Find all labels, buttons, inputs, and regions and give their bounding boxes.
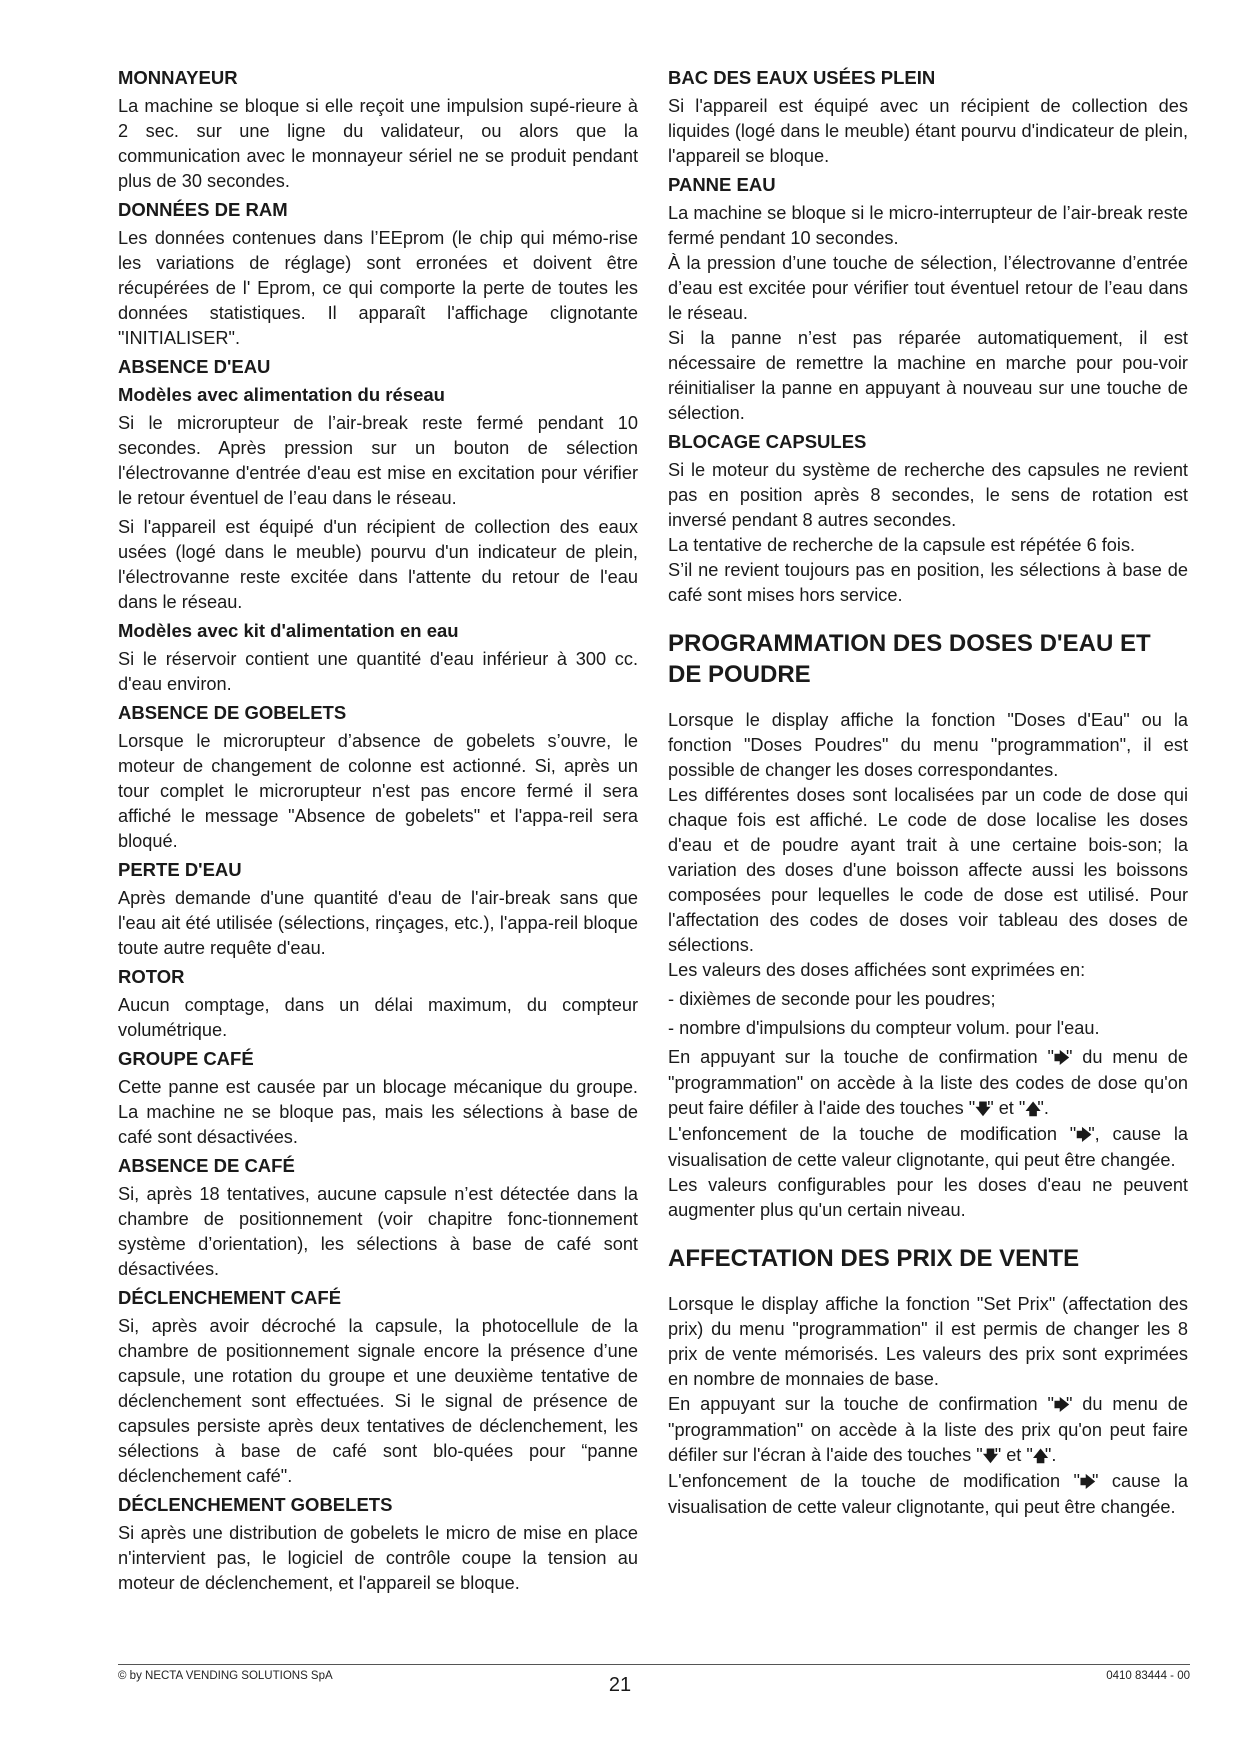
paragraph: Si, après avoir décroché la capsule, la photocellule de la chambre de positionnement signale encore la présence d’une capsule, une rotation du groupe et une deuxième tentative de déclenchement sont effectuées. Si le signal de présence de capsules persiste après deux tentatives de déclenchement, les sélections à base de café sont blo-quées pour “panne déclenchement café".: [118, 1316, 638, 1486]
section-heading: MONNAYEUR: [118, 67, 238, 88]
paragraph: Aucun comptage, dans un délai maximum, du compteur volumétrique.: [118, 995, 638, 1040]
paragraph: Si la panne n’est pas réparée automatiquement, il est nécessaire de remettre la machine en marche pour pou-voir réinitialiser la panne en appuyant à nouveau sur une touche de sélection.: [668, 328, 1188, 423]
down-arrow-icon: 🡇: [975, 1101, 991, 1118]
footer-copyright: © by NECTA VENDING SOLUTIONS SpA: [118, 1670, 333, 1682]
right-column: [668, 66, 1188, 1520]
section-heading: ABSENCE DE GOBELETS: [118, 702, 347, 723]
paragraph: Si après une distribution de gobelets le micro de mise en place n'intervient pas, le logiciel de contrôle coupe la tension au moteur de déclenchement, et l'appareil se bloque.: [118, 1523, 638, 1593]
paragraph: Cette panne est causée par un blocage mécanique du groupe. La machine ne se bloque pas, mais les sélections à base de café sont désactivées.: [118, 1077, 638, 1147]
paragraph-modify-doses: L'enfoncement de la touche de modification "🡆", cause la visualisation de cette valeur clignotante, qui peut être changée.: [668, 1124, 1188, 1170]
paragraph: Si l'appareil est équipé d'un récipient de collection des eaux usées (logé dans le meuble) pourvu d'un indicateur de plein, l'électrovanne reste excitée dans l'attente du retour de l'eau dans le réseau.: [118, 517, 638, 612]
confirm-arrow-icon: 🡆: [1053, 1050, 1070, 1067]
section-heading: DÉCLENCHEMENT GOBELETS: [118, 1494, 393, 1515]
paragraph: La tentative de recherche de la capsule est répétée 6 fois.: [668, 535, 1136, 555]
section-heading: DÉCLENCHEMENT CAFÉ: [118, 1287, 342, 1308]
down-arrow-icon: 🡇: [982, 1448, 999, 1465]
paragraph: Si le moteur du système de recherche des capsules ne revient pas en position après 8 secondes, le sens de rotation est inversé pendant 8 autres secondes.: [668, 460, 1188, 530]
confirm-arrow-icon: 🡆: [1053, 1397, 1070, 1414]
section-heading: DONNÉES DE RAM: [118, 199, 288, 220]
paragraph: - nombre d'impulsions du compteur volum. pour l'eau.: [668, 1018, 1100, 1038]
paragraph: S’il ne revient toujours pas en position, les sélections à base de café sont mises hors service.: [668, 560, 1188, 605]
section-heading: PERTE D'EAU: [118, 859, 242, 880]
paragraph: Lorsque le microrupteur d’absence de gobelets s’ouvre, le moteur de changement de colonne est actionné. Si, après un tour complet le microrupteur n'est pas encore fermé il sera affiché le message "Absence de gobelets" et l'appa-reil sera bloqué.: [118, 731, 638, 851]
paragraph-confirm-doses: En appuyant sur la touche de confirmation "🡆" du menu de "programmation" on accède à la liste des codes de dose qu'on peut faire défiler à l'aide des touches "🡇" et "🡅".: [668, 1045, 1188, 1122]
subsection-heading: Modèles avec alimentation du réseau: [118, 384, 445, 405]
paragraph: Les valeurs configurables pour les doses d'eau ne peuvent augmenter plus qu'un certain niveau.: [668, 1175, 1188, 1220]
left-column: [118, 66, 638, 1600]
paragraph: La machine se bloque si elle reçoit une impulsion supé-rieure à 2 sec. sur une ligne du validateur, ou alors que la communication avec le monnayeur sériel ne se produit pendant plus de 30 secondes.: [118, 96, 638, 191]
paragraph: Les valeurs des doses affichées sont exprimées en:: [668, 960, 1086, 980]
paragraph: Si, après 18 tentatives, aucune capsule n’est détectée dans la chambre de positionnement (voir chapitre fonc-tionnement système d’orientation), les sélections à base de café sont désactivées.: [118, 1184, 638, 1279]
right-middle-section: [668, 1173, 1188, 1392]
paragraph: Les différentes doses sont localisées par un code de dose qui chaque fois est affiché. Le code de dose localise les doses d'eau et de poudre ayant trait à une certaine bois-son; la variation des doses d'une boisson affecte aussi les boissons composées pour lequelles le code de dose est utilisé. Pour l'affectation des codes de doses voir tableau des doses de sélections.: [668, 785, 1188, 955]
paragraph: Si l'appareil est équipé avec un récipient de collection des liquides (logé dans le meuble) étant pourvu d'indicateur de plein, l'appareil se bloque.: [668, 96, 1188, 166]
footer-divider: [118, 1664, 1190, 1665]
modify-arrow-icon: 🡆: [1076, 1127, 1092, 1144]
paragraph: La machine se bloque si le micro-interrupteur de l’air-break reste fermé pendant 10 secondes.: [668, 203, 1188, 248]
section-heading: ABSENCE DE CAFÉ: [118, 1155, 295, 1176]
paragraph: Si le microrupteur de l’air-break reste fermé pendant 10 secondes. Après pression sur un bouton de sélection l'électrovanne d'entrée d'eau est mise en excitation pour vérifier le retour éventuel de l’eau dans le réseau.: [118, 413, 638, 508]
paragraph-confirm-prices: En appuyant sur la touche de confirmation "🡆" du menu de "programmation" on accède à la liste des prix qu'on peut faire défiler sur l'écran à l'aide des touches "🡇" et "🡅".: [668, 1392, 1188, 1469]
right-top-section: [668, 66, 1188, 1041]
section-heading: PANNE EAU: [668, 174, 776, 195]
up-arrow-icon: 🡅: [1025, 1101, 1041, 1118]
paragraph: - dixièmes de seconde pour les poudres;: [668, 989, 996, 1009]
paragraph-modify-prices: L'enfoncement de la touche de modification "🡆" cause la visualisation de cette valeur clignotante, qui peut être changée.: [668, 1471, 1188, 1517]
section-heading: BAC DES EAUX USÉES PLEIN: [668, 67, 936, 88]
section-heading: GROUPE CAFÉ: [118, 1048, 254, 1069]
paragraph: Lorsque le display affiche la fonction "Doses d'Eau" ou la fonction "Doses Poudres" du menu "programmation", il est possible de changer les doses correspondantes.: [668, 710, 1188, 780]
section-heading: ABSENCE D'EAU: [118, 356, 271, 377]
paragraph: Les données contenues dans l’EEprom (le chip qui mémo-rise les variations de réglage) sont erronées et doivent être récupérées de l' Eprom, ce qui comporte la perte de toutes les données statistiques. Il apparaît l'affichage clignotante "INITIALISER".: [118, 228, 638, 348]
chapter-heading: PROGRAMMATION DES DOSES D'EAU ET DE POUDRE: [668, 630, 1151, 688]
section-heading: ROTOR: [118, 966, 185, 987]
chapter-heading: AFFECTATION DES PRIX DE VENTE: [668, 1245, 1080, 1272]
paragraph: Après demande d'une quantité d'eau de l'air-break sans que l'eau ait été utilisée (sélections, rinçages, etc.), l'appa-reil bloque toute autre requête d'eau.: [118, 888, 638, 958]
up-arrow-icon: 🡅: [1032, 1448, 1049, 1465]
modify-arrow-icon: 🡆: [1080, 1474, 1096, 1491]
paragraph: Si le réservoir contient une quantité d'eau inférieur à 300 cc. d'eau environ.: [118, 649, 638, 694]
footer-doc-code: 0410 83444 - 00: [1106, 1670, 1190, 1682]
section-heading: BLOCAGE CAPSULES: [668, 431, 867, 452]
paragraph: À la pression d’une touche de sélection, l’électrovanne d’entrée d’eau est excitée pour vérifier tout éventuel retour de l’eau dans le réseau.: [668, 253, 1188, 323]
paragraph: Lorsque le display affiche la fonction "Set Prix" (affectation des prix) du menu "programmation" il est permis de changer les 8 prix de vente mémorisés. Les valeurs des prix sont exprimées en nombre de monnaies de base.: [668, 1294, 1188, 1389]
page-number: 21: [608, 1674, 632, 1696]
subsection-heading: Modèles avec kit d'alimentation en eau: [118, 620, 459, 641]
